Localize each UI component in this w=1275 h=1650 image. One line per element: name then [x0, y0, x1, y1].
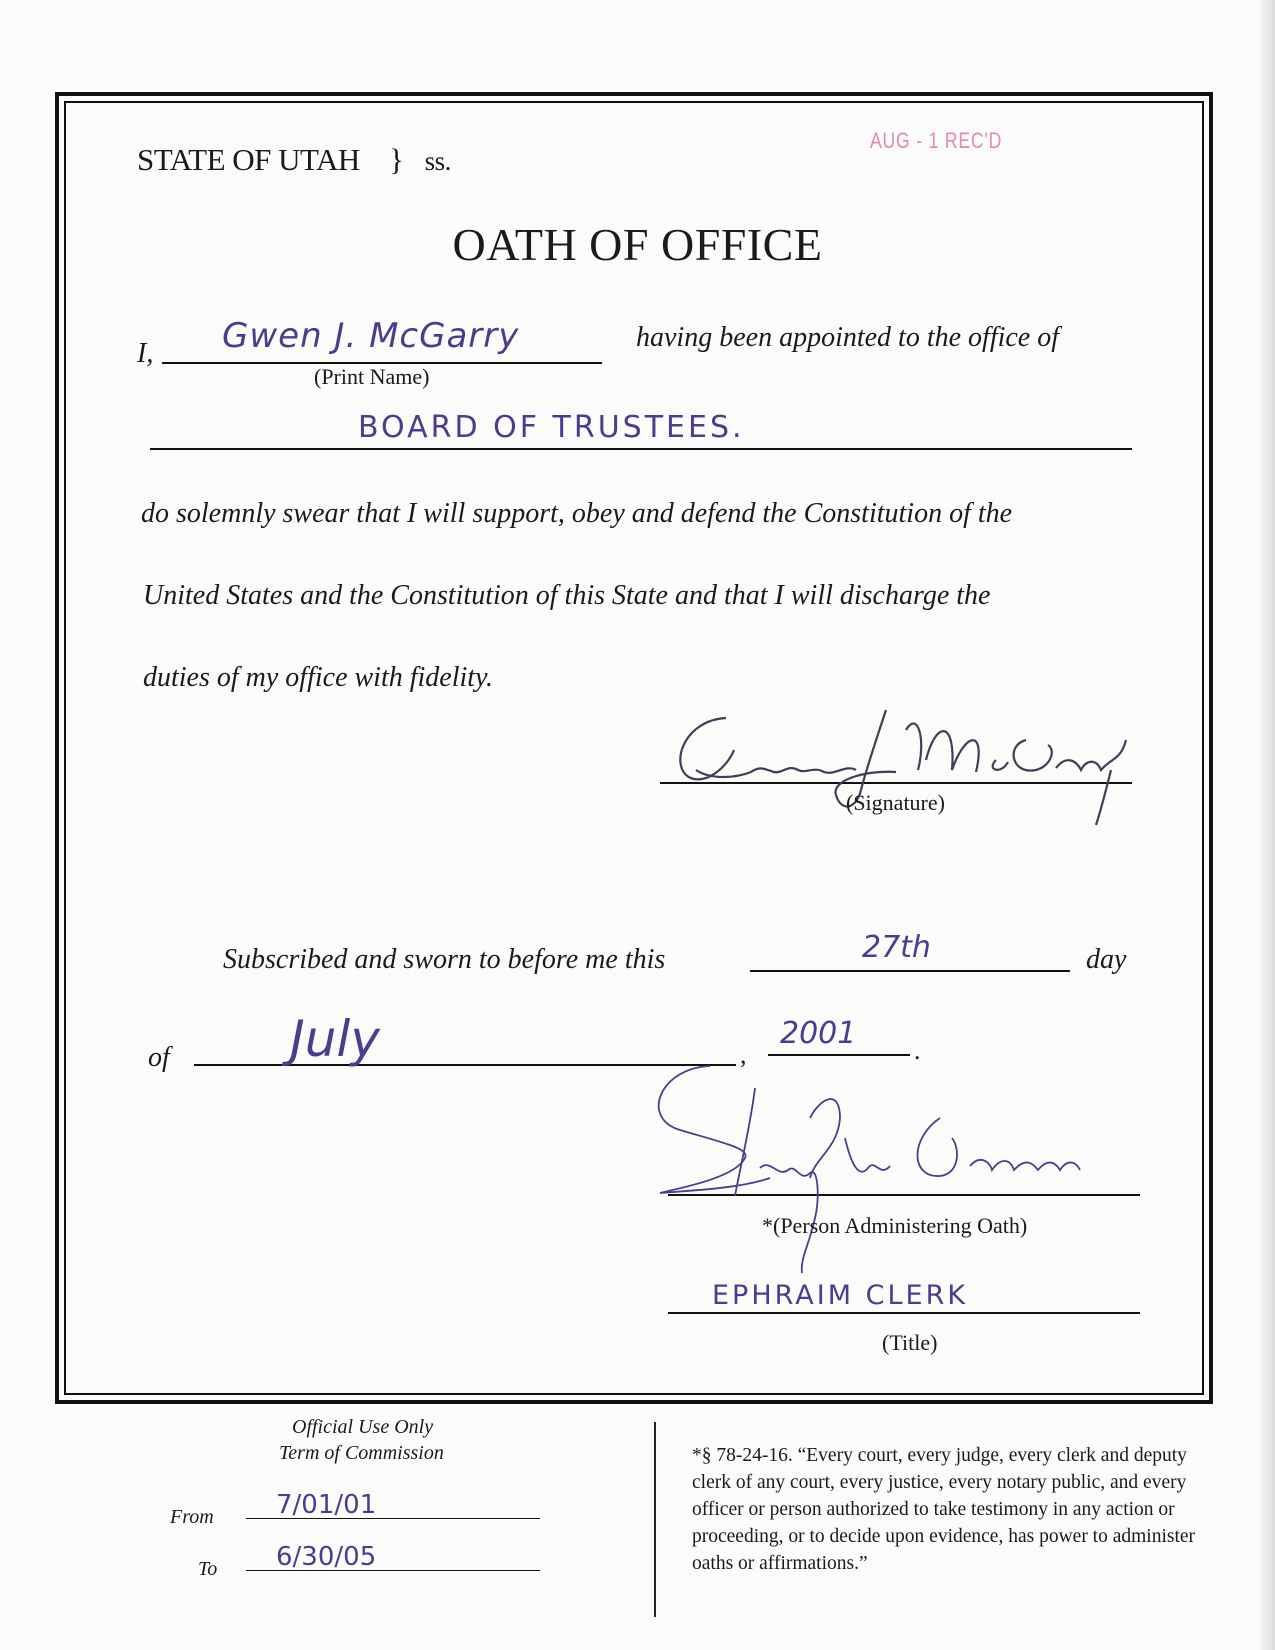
- date-comma: ,: [740, 1040, 747, 1069]
- statute-note: *§ 78-24-16. “Every court, every judge, every clerk and deputy clerk of any court, every justice, every notary public, and every officer or person authorized to take testimony in any action or proceeding, or to decide upon evidence, has power to administer oaths or affirmations.”: [692, 1445, 1196, 1574]
- office-value: BOARD OF TRUSTEES.: [358, 410, 745, 445]
- title-caption: (Title): [882, 1330, 938, 1355]
- date-period: .: [914, 1036, 921, 1065]
- administrator-signature: [640, 1058, 1100, 1273]
- document-title: OATH OF OFFICE: [452, 219, 823, 270]
- from-label: From: [170, 1506, 214, 1528]
- intro-i: I,: [137, 338, 154, 369]
- title-value: EPHRAIM CLERK: [712, 1280, 969, 1311]
- day-line: [750, 970, 1070, 972]
- from-value: 7/01/01: [276, 1490, 377, 1520]
- ss-abbrev: ss.: [424, 146, 451, 176]
- received-stamp: AUG - 1 REC'D: [870, 128, 1003, 153]
- month-value: July: [290, 1010, 380, 1068]
- state-brace: }: [389, 142, 404, 177]
- to-value: 6/30/05: [276, 1542, 377, 1572]
- office-line: [150, 448, 1132, 450]
- state-heading: [137, 142, 451, 178]
- oath-line-1: do solemnly swear that I will support, obey and defend the Constitution of the: [141, 498, 1013, 529]
- oath-line-2: United States and the Constitution of this State and that I will discharge the: [143, 580, 991, 611]
- oath-line-3: duties of my office with fidelity.: [143, 662, 493, 693]
- year-value: 2001: [780, 1016, 857, 1051]
- footer-divider: [654, 1422, 656, 1617]
- print-name-value: Gwen J. McGarry: [222, 316, 520, 356]
- day-value: 27th: [862, 930, 931, 965]
- state-name: STATE OF UTAH: [137, 142, 360, 177]
- sworn-text: Subscribed and sworn to before me this: [223, 944, 666, 975]
- signature-caption: (Signature): [846, 790, 945, 815]
- term-of-commission-heading: Term of Commission: [279, 1442, 444, 1464]
- of-label: of: [148, 1042, 170, 1073]
- administrator-caption: *(Person Administering Oath): [762, 1213, 1028, 1238]
- year-line: [768, 1054, 910, 1056]
- title-line: [668, 1312, 1140, 1314]
- print-name-caption: (Print Name): [314, 364, 430, 389]
- official-use-heading: Official Use Only: [292, 1416, 434, 1438]
- day-label: day: [1086, 944, 1127, 975]
- to-label: To: [198, 1558, 218, 1580]
- appointed-text: having been appointed to the office of: [636, 322, 1060, 353]
